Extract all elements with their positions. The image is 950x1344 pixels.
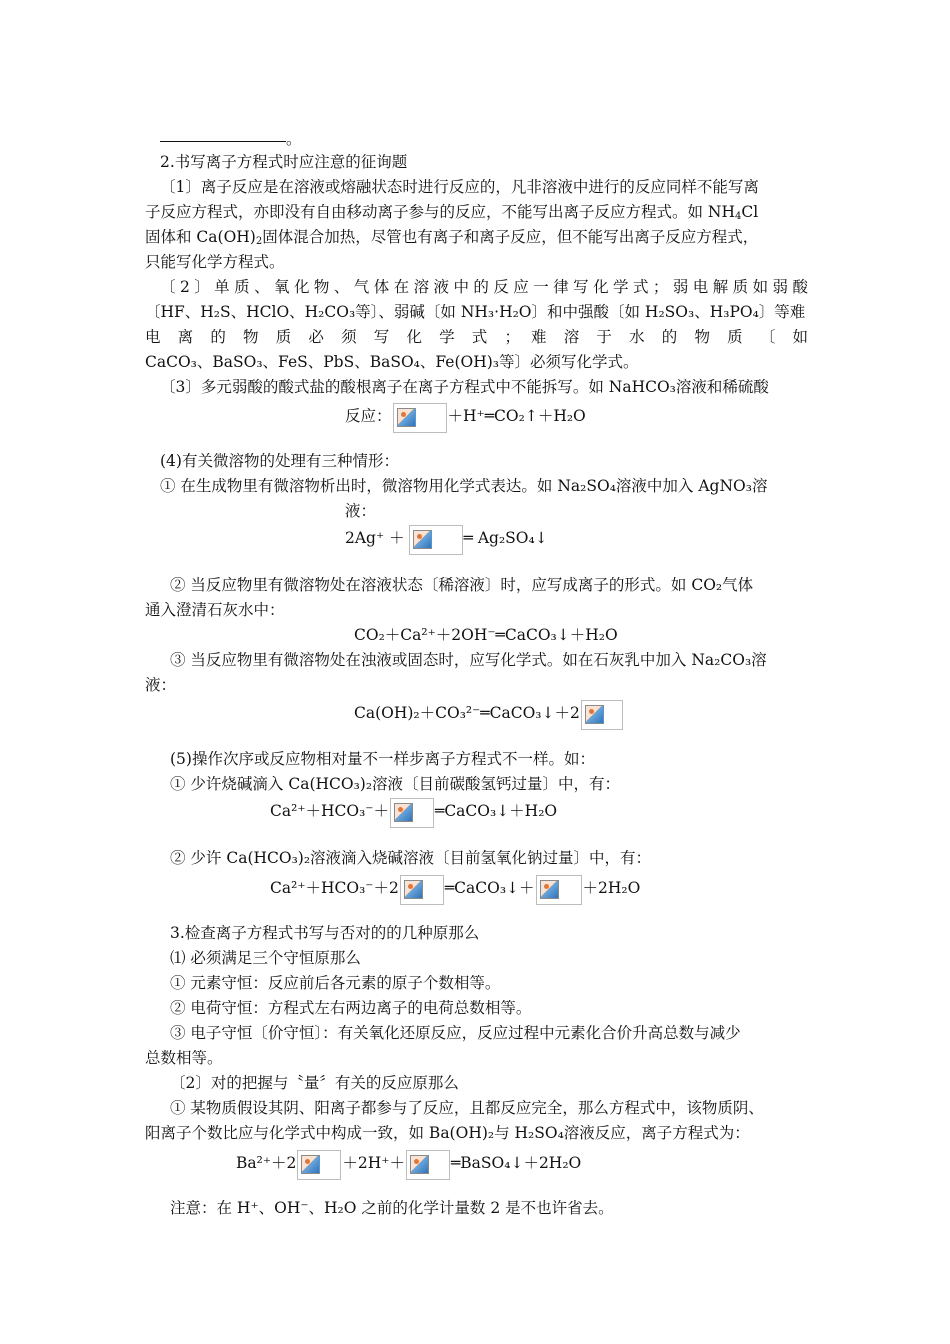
formula-image-placeholder xyxy=(406,1150,450,1180)
section-heading-3: 3.检查离子方程式书写与否对的的几种原那么 xyxy=(170,924,480,942)
paragraph-line: 子反应方程式，亦即没有自由移动离子参与的反应，不能写出离子反应方程式。如 $NH_4Cl$ xyxy=(145,203,759,222)
section-heading-2: 2.书写离子方程式时应注意的征询题 xyxy=(160,153,408,171)
paragraph-line: 电 离 的 物 质 必 须 写 化 学 式 ； 难 溶 于 水 的 物 质 〔 如 xyxy=(145,328,808,346)
broken-image-icon xyxy=(410,1155,429,1174)
paragraph-line: ③ 电子守恒〔价守恒〕：有关氧化还原反应，反应过程中元素化合价升高总数与减少 xyxy=(170,1024,741,1042)
note-line: 注意：在 H⁺、OH⁻、H₂O 之前的化学计量数 2 是不也许省去。 xyxy=(170,1199,614,1217)
broken-image-icon xyxy=(413,530,432,549)
broken-image-icon xyxy=(301,1155,320,1174)
formula-image-placeholder xyxy=(390,798,434,828)
equation-4: Ca(OH)₂＋CO₃²⁻═CaCO₃↓＋2 xyxy=(354,700,624,730)
equation-6: Ca²⁺＋HCO₃⁻＋2 ═CaCO₃↓＋ ＋2H₂O xyxy=(270,875,640,905)
answer-blank-line: 。 xyxy=(160,127,302,151)
broken-image-icon xyxy=(540,880,559,899)
formula-image-placeholder xyxy=(409,525,463,555)
paragraph-line: 〔2〕单质、氧化物、气体在溶液中的反应一律写化学式；弱电解质如弱酸 xyxy=(160,278,808,296)
paragraph-line: 〔2〕对的把握与〝量〞有关的反应原那么 xyxy=(170,1074,459,1092)
equation-1: 反应： ＋H⁺═CO₂↑＋H₂O xyxy=(345,403,586,433)
paragraph-line: 液： xyxy=(345,502,377,520)
formula-image-placeholder xyxy=(581,700,623,730)
subsection-heading-4: (4)有关微溶物的处理有三种情形： xyxy=(160,452,399,470)
formula-image-placeholder xyxy=(400,875,444,905)
equation-7: Ba²⁺＋2 ＋2H⁺＋ ═BaSO₄↓＋2H₂O xyxy=(236,1150,581,1180)
paragraph-line: 〔1〕离子反应是在溶液或熔融状态时进行反应的，凡非溶液中进行的反应同样不能写离 xyxy=(160,178,759,196)
paragraph-line: 液： xyxy=(145,676,177,694)
equation-5: Ca²⁺＋HCO₃⁻＋ ═CaCO₃↓＋H₂O xyxy=(270,798,557,828)
blank-underline xyxy=(160,127,286,142)
paragraph-line: 阳离子个数比应与化学式中构成一致，如 Ba(OH)₂与 H₂SO₄溶液反应，离子方程式为： xyxy=(145,1124,750,1142)
paragraph-line: 只能写化学方程式。 xyxy=(145,253,285,271)
paragraph-line: 通入澄清石灰水中： xyxy=(145,601,285,619)
paragraph-line: 固体和 $Ca(OH)_2$固体混合加热，尽管也有离子和离子反应，但不能写出离子反应方程式， xyxy=(145,228,759,247)
paragraph-line: ⑴ 必须满足三个守恒原那么 xyxy=(170,949,361,967)
formula-image-placeholder xyxy=(297,1150,341,1180)
paragraph-line: ① 元素守恒：反应前后各元素的原子个数相等。 xyxy=(170,974,501,992)
formula-image-placeholder xyxy=(536,875,582,905)
paragraph-line: 总数相等。 xyxy=(145,1049,223,1067)
paragraph-line: ① 少许烧碱滴入 Ca(HCO₃)₂溶液〔目前碳酸氢钙过量〕中，有： xyxy=(170,775,621,793)
paragraph-line: 〔HF、H₂S、HClO、H₂CO₃等〕、弱碱〔如 NH₃·H₂O〕和中强酸〔如 H₂SO₃、H₃PO₄〕等难 xyxy=(145,303,806,321)
paragraph-line: ① 某物质假设其阴、阳离子都参与了反应，且都反应完全，那么方程式中，该物质阴、 xyxy=(170,1099,764,1117)
subsection-heading-5: (5)操作次序或反应物相对量不一样步离子方程式不一样。如： xyxy=(170,750,595,768)
broken-image-icon xyxy=(404,880,423,899)
paragraph-line: CaCO₃、BaSO₃、FeS、PbS、BaSO₄、Fe(OH)₃等〕必须写化学式。 xyxy=(145,353,639,371)
equation-3: CO₂＋Ca²⁺＋2OH⁻═CaCO₃↓＋H₂O xyxy=(354,626,618,644)
paragraph-line: ② 电荷守恒：方程式左右两边离子的电荷总数相等。 xyxy=(170,999,532,1017)
broken-image-icon xyxy=(585,705,604,724)
paragraph-line: ② 当反应物里有微溶物处在溶液状态〔稀溶液〕时，应写成离子的形式。如 CO₂气体 xyxy=(170,576,754,594)
broken-image-icon xyxy=(397,408,416,427)
formula-image-placeholder xyxy=(393,403,447,433)
equation-2: 2Ag⁺ ＋ ═ Ag₂SO₄↓ xyxy=(345,525,548,555)
paragraph-line: ③ 当反应物里有微溶物处在浊液或固态时，应写化学式。如在石灰乳中加入 Na₂CO₃溶 xyxy=(170,651,767,669)
paragraph-line: ① 在生成物里有微溶物析出时，微溶物用化学式表达。如 Na₂SO₄溶液中加入 AgNO₃溶 xyxy=(160,477,768,495)
paragraph-line: 〔3〕多元弱酸的酸式盐的酸根离子在离子方程式中不能拆写。如 NaHCO₃溶液和稀硫酸 xyxy=(160,378,769,396)
broken-image-icon xyxy=(394,803,413,822)
paragraph-line: ② 少许 Ca(HCO₃)₂溶液滴入烧碱溶液〔目前氢氧化钠过量〕中，有： xyxy=(170,849,652,867)
